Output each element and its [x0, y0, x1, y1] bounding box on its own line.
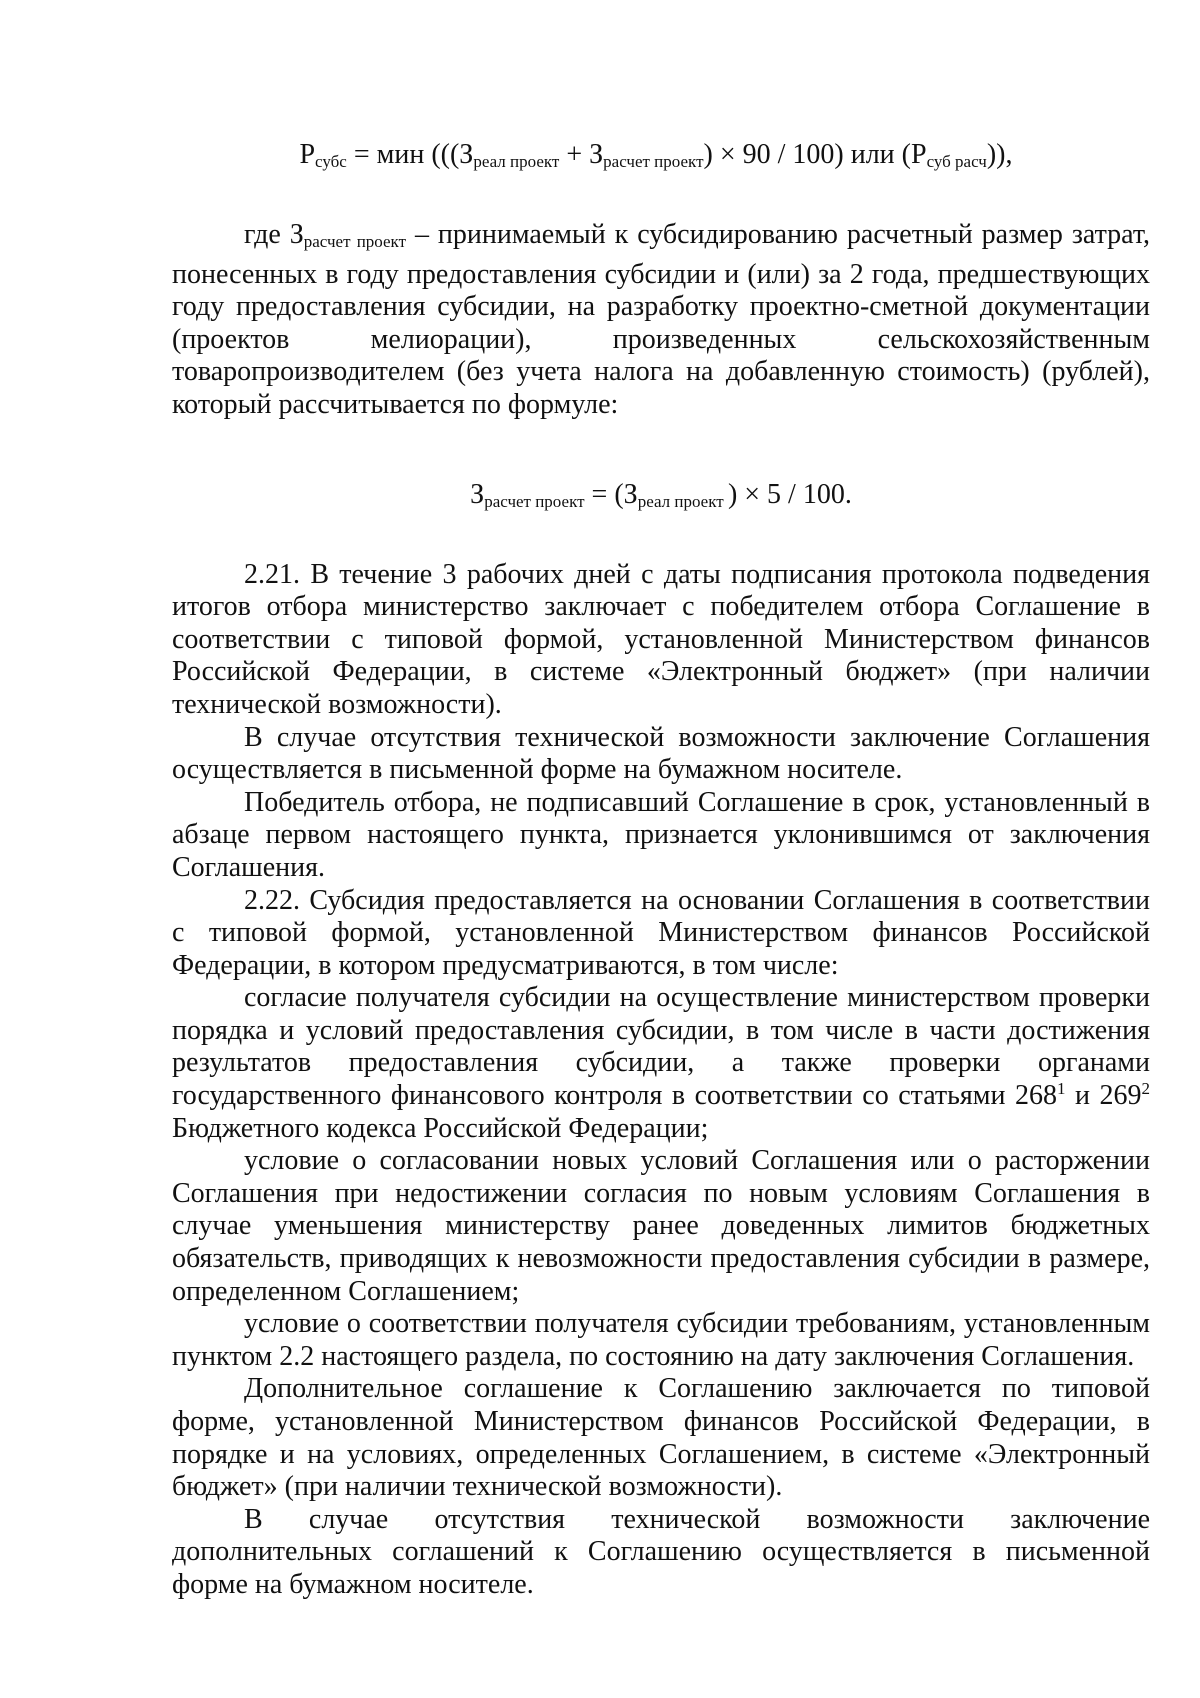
paragraph-paper-form: В случае отсутствия технической возможности заключение дополнительных соглашений к Соглашению осуществляется в письменной форме на бумажном носителе.: [172, 1503, 1150, 1600]
paragraph-additional-agreement: Дополнительное соглашение к Соглашению заключается по типовой форме, установленной Министерством финансов Российской Федерации, в порядке и на условиях, определенных Соглашением, в системе «Электронный бюджет» (при наличии технической возможности).: [172, 1373, 1150, 1503]
where-subscript: расчет проект: [303, 232, 407, 251]
paragraph-termination-condition: условие о согласовании новых условий Соглашения или о расторжении Соглашения при недостижении согласия по новым условиям Соглашения в случае уменьшения министерству ранее доведенных лимитов бюджетных обязательств, приводящих к невозможности предоставления субсидии в размере, определенном Соглашением;: [172, 1145, 1150, 1307]
paragraph-2-21: 2.21. В течение 3 рабочих дней с даты подписания протокола подведения итогов отбора министерство заключает с победителем отбора Соглашение в соответствии с типовой формой, установленной Министерством финансов Российской Федерации, в системе «Электронный бюджет» (при наличии технической возможности).: [172, 558, 1150, 720]
footnote-sup: 2: [1141, 1079, 1150, 1099]
where-text: – принимаемый к субсидированию расчетный размер затрат, понесенных в году предоставления субсидии и (или) за 2 года, предшествующих году предоставления субсидии, на разработку проектно-сметной документации (проектов мелиорации), произведенных сельскохозяйственным товаропроизводителем (без учета налога на добавленную стоимость) (рублей), который рассчитывается по формуле:: [172, 219, 1150, 420]
formula-subscript: суб расч: [926, 152, 987, 171]
where-lead: где З: [244, 219, 304, 250]
formula-term: ) × 5 / 100.: [727, 478, 852, 510]
formula-subscript: субс: [315, 152, 347, 171]
footnote-sup: 1: [1057, 1079, 1066, 1099]
formula-subscript: расчет проект: [603, 152, 704, 171]
paragraph-no-tech-possibility: В случае отсутствия технической возможности заключение Соглашения осуществляется в письменной форме на бумажном носителе.: [172, 721, 1150, 786]
consent-text: согласие получателя субсидии на осуществление министерством проверки порядка и условий предоставления субсидии, в том числе в части достижения результатов предоставления субсидии, а также проверки органами государственного финансового контроля в соответствии со статьями 268: [172, 982, 1150, 1112]
paragraph-consent: [172, 982, 1150, 1145]
paragraph-compliance-condition: условие о соответствии получателя субсидии требованиям, установленным пунктом 2.2 настоящего раздела, по состоянию на дату заключения Соглашения.: [172, 1308, 1150, 1372]
document-page: [172, 138, 1150, 1602]
where-paragraph: [172, 219, 1150, 422]
consent-mid: и 269: [1065, 1080, 1142, 1112]
formula-term: З: [470, 478, 485, 510]
formula-term: Р: [299, 139, 316, 170]
consent-tail: Бюджетного кодекса Российской Федерации;: [172, 1112, 709, 1144]
formula-term: = мин (((З: [346, 139, 474, 170]
formula-term: = (З: [584, 478, 638, 510]
paragraph-2-22: 2.22. Субсидия предоставляется на основании Соглашения в соответствии с типовой формой, установленной Министерством финансов Российской Федерации, в котором предусматриваются, в том числе:: [172, 884, 1150, 981]
formula-subscript: реал проект: [637, 491, 728, 511]
formula-subsidy-amount: [162, 138, 1150, 179]
formula-subscript: расчет проект: [484, 491, 585, 511]
formula-term: ) × 90 / 100) или (Р: [703, 139, 927, 170]
formula-term: + З: [559, 139, 604, 170]
formula-term: )),: [986, 139, 1013, 170]
formula-design-cost: [172, 478, 1150, 519]
formula-subscript: реал проект: [473, 152, 560, 171]
paragraph-winner-evasion: Победитель отбора, не подписавший Соглашение в срок, установленный в абзаце первом настоящего пункта, признается уклонившимся от заключения Соглашения.: [172, 786, 1150, 883]
